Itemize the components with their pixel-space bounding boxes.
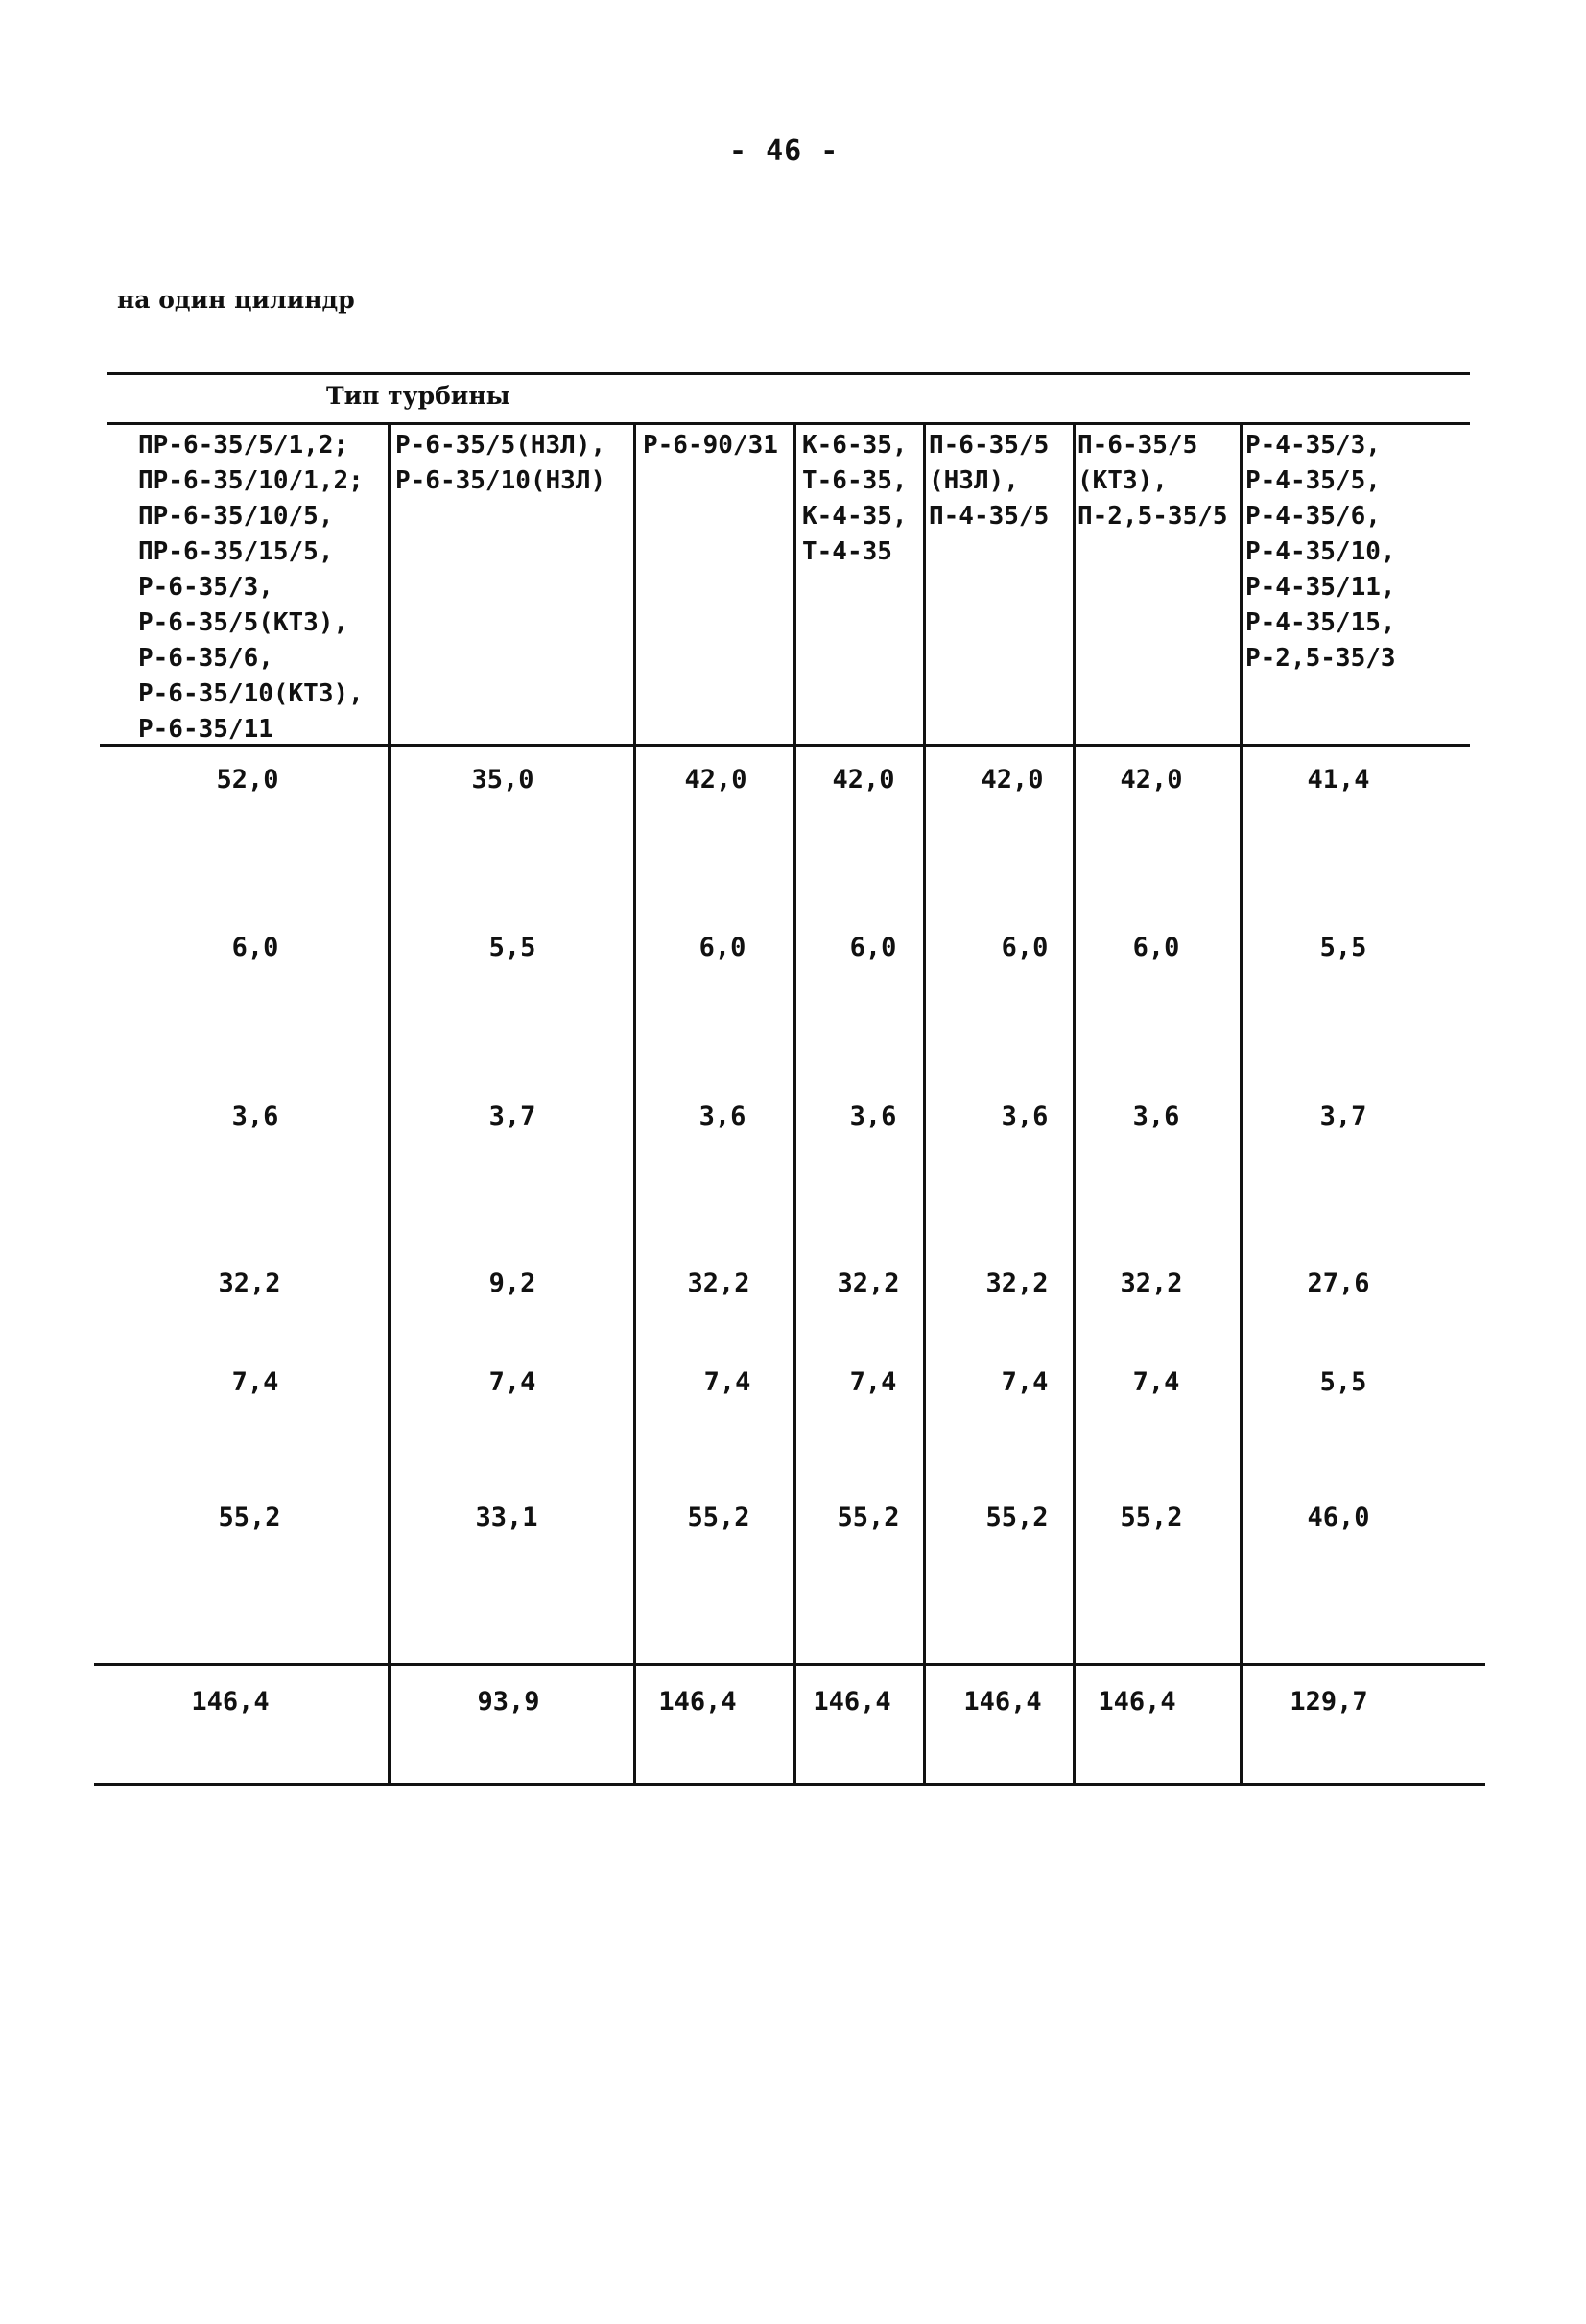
table-cell: 3,6	[1132, 1102, 1180, 1131]
column-header: Р-6-90/31	[643, 431, 778, 460]
table-cell: 5,5	[1319, 933, 1367, 962]
table-top-rule	[107, 372, 1470, 375]
table-cell: 7,4	[703, 1367, 751, 1397]
table-cell: 9,2	[488, 1269, 536, 1298]
table-cell: 32,2	[1120, 1269, 1183, 1298]
table-cell: 42,0	[1120, 765, 1183, 794]
table-cell: 3,6	[1001, 1102, 1049, 1131]
table-cell: 32,2	[687, 1269, 750, 1298]
column-header: П-6-35/5 (КТЗ), П-2,5-35/5	[1077, 431, 1228, 531]
column-divider	[633, 422, 636, 1783]
table-cell: 5,5	[1319, 1367, 1367, 1397]
table-cell: 33,1	[475, 1503, 538, 1532]
table-cell: 6,0	[1001, 933, 1049, 962]
total-cell: 146,4	[813, 1687, 891, 1717]
table-cell: 3,7	[488, 1102, 536, 1131]
column-header: ПР-6-35/5/1,2; ПР-6-35/10/1,2; ПР-6-35/10/5, ПР-6-35/15/5, Р-6-35/3, Р-6-35/5(КТЗ), Р-6-35/6, Р-6-35/10(КТЗ), Р-6-35/11	[138, 431, 364, 744]
total-cell: 146,4	[658, 1687, 737, 1717]
table-cell: 35,0	[471, 765, 534, 794]
table-cell: 3,6	[849, 1102, 897, 1131]
table-cell: 5,5	[488, 933, 536, 962]
table-cell: 6,0	[1132, 933, 1180, 962]
table-cell: 32,2	[218, 1269, 281, 1298]
total-cell: 146,4	[1098, 1687, 1176, 1717]
column-header: П-6-35/5 (НЗЛ), П-4-35/5	[929, 431, 1050, 531]
total-cell: 129,7	[1290, 1687, 1368, 1717]
table-cell: 41,4	[1307, 765, 1370, 794]
table-cell: 52,0	[216, 765, 279, 794]
table-cell: 3,7	[1319, 1102, 1367, 1131]
total-cell: 146,4	[963, 1687, 1042, 1717]
table-cell: 3,6	[231, 1102, 279, 1131]
table-cell: 55,2	[985, 1503, 1049, 1532]
column-header: К-6-35, Т-6-35, К-4-35, Т-4-35	[802, 431, 908, 566]
table-cell: 55,2	[837, 1503, 900, 1532]
table-cell: 32,2	[985, 1269, 1049, 1298]
table-cell: 7,4	[488, 1367, 536, 1397]
table-cell: 7,4	[1001, 1367, 1049, 1397]
turbine-type-header: Тип турбины	[326, 382, 510, 410]
table-cell: 6,0	[231, 933, 279, 962]
totals-rule	[94, 1663, 1485, 1666]
table-cell: 46,0	[1307, 1503, 1370, 1532]
total-cell: 146,4	[191, 1687, 270, 1717]
table-cell: 7,4	[1132, 1367, 1180, 1397]
table-cell: 7,4	[231, 1367, 279, 1397]
table-cell: 42,0	[981, 765, 1044, 794]
table-cell: 27,6	[1307, 1269, 1370, 1298]
table-cell: 55,2	[218, 1503, 281, 1532]
page-number: - 46 -	[729, 134, 840, 168]
table-cell: 55,2	[687, 1503, 750, 1532]
column-header: Р-6-35/5(НЗЛ), Р-6-35/10(НЗЛ)	[395, 431, 606, 495]
column-divider	[388, 422, 391, 1783]
table-bottom-rule	[94, 1783, 1485, 1786]
table-cell: 7,4	[849, 1367, 897, 1397]
table-cell: 55,2	[1120, 1503, 1183, 1532]
table-cell: 42,0	[684, 765, 747, 794]
table-cell: 6,0	[849, 933, 897, 962]
header-rule	[107, 422, 1470, 425]
column-header: Р-4-35/3, Р-4-35/5, Р-4-35/6, Р-4-35/10, Р-4-35/11, Р-4-35/15, Р-2,5-35/3	[1245, 431, 1396, 673]
table-cell: 32,2	[837, 1269, 900, 1298]
table-cell: 3,6	[698, 1102, 746, 1131]
column-divider	[1240, 422, 1243, 1783]
table-cell: 6,0	[698, 933, 746, 962]
table-cell: 42,0	[832, 765, 895, 794]
column-divider	[793, 422, 796, 1783]
table-caption: на один цилиндр	[117, 286, 355, 314]
total-cell: 93,9	[477, 1687, 540, 1717]
